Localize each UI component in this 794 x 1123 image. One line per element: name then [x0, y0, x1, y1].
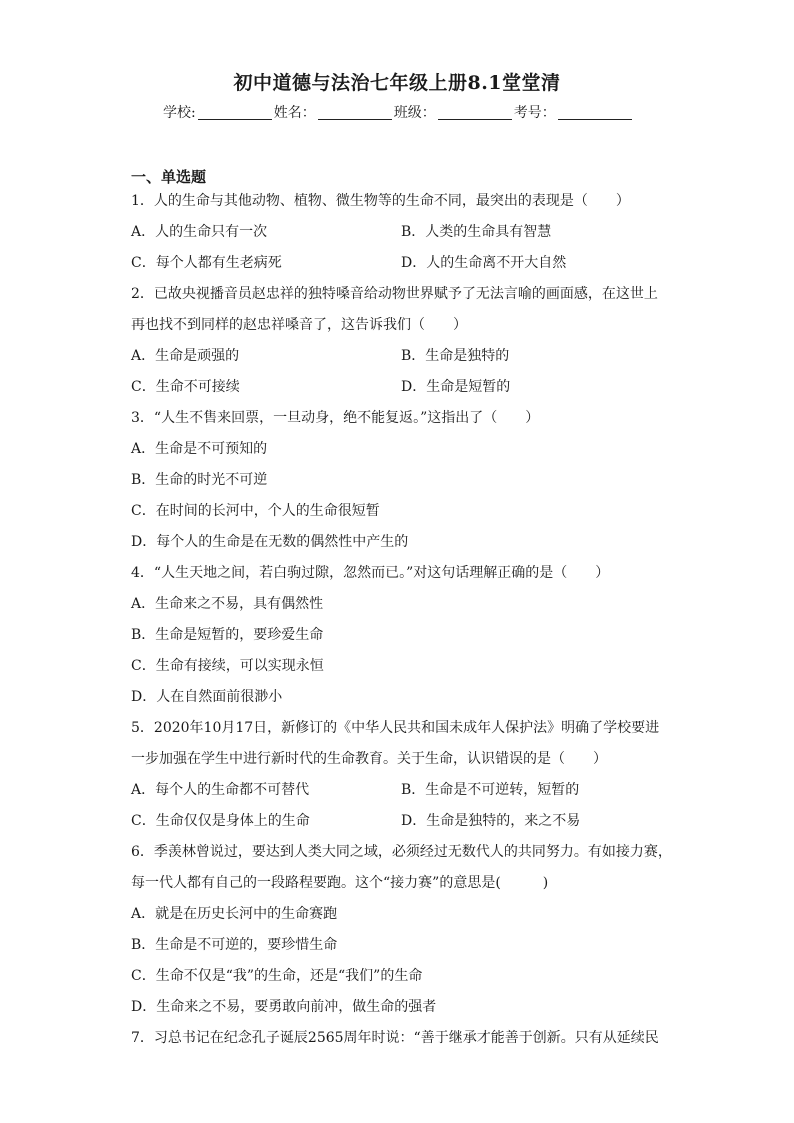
- question-3-stem: 3．“人生不售来回票，一旦动身，绝不能复返。”这指出了（ ）: [131, 410, 540, 426]
- name-field: [274, 102, 394, 122]
- question-1-stem: 1．人的生命与其他动物、植物、微生物等的生命不同，最突出的表现是（ ）: [131, 193, 630, 209]
- class-label: 班级：: [393, 105, 436, 121]
- exam-number-label: 考号：: [513, 105, 556, 121]
- question-3-option-a[interactable]: A．生命是不可预知的: [131, 441, 268, 457]
- question-2-stem-line-1: 2．已故央视播音员赵忠祥的独特嗓音给动物世界赋予了无法言喻的画面感，在这世上: [131, 286, 658, 302]
- student-info-row: [163, 102, 634, 122]
- question-2-options-row-2: [131, 372, 671, 403]
- question-4-stem: 4．“人生天地之间，若白驹过隙，忽然而已。”对这句话理解正确的是（ ）: [131, 565, 610, 581]
- question-4-option-b[interactable]: B．生命是短暂的，要珍爱生命: [131, 627, 324, 643]
- question-1-option-d[interactable]: D．人的生命离不开大自然: [401, 255, 567, 271]
- question-5-option-c[interactable]: C．生命仅仅是身体上的生命: [131, 813, 310, 829]
- question-4-option-a[interactable]: A．生命来之不易，具有偶然性: [131, 596, 324, 612]
- class-blank[interactable]: [438, 105, 512, 120]
- question-1-option-a[interactable]: A．人的生命只有一次: [131, 224, 268, 240]
- question-list: [131, 186, 671, 1054]
- question-2-option-c[interactable]: C．生命不可接续: [131, 379, 240, 395]
- school-blank[interactable]: [198, 105, 272, 120]
- question-5-options-row-2: [131, 806, 671, 837]
- question-5-options-row-1: [131, 775, 671, 806]
- question-7-stem-line-1: 7．习总书记在纪念孔子诞辰2565周年时说：“善于继承才能善于创新。只有从延续民: [131, 1030, 659, 1046]
- question-5-option-a[interactable]: A．每个人的生命都不可替代: [131, 782, 310, 798]
- question-5-stem-line-1: 5．2020年10月17日，新修订的《中华人民共和国未成年人保护法》明确了学校要进: [131, 720, 660, 736]
- school-label: 学校:: [163, 105, 196, 121]
- question-6-option-b[interactable]: B．生命是不可逆的，要珍惜生命: [131, 937, 338, 953]
- section-heading: 一、单选题: [131, 168, 207, 186]
- name-blank[interactable]: [318, 105, 392, 120]
- question-2-options-row-1: [131, 341, 671, 372]
- question-1-option-c[interactable]: C．每个人都有生老病死: [131, 255, 282, 271]
- question-5-stem-line-2: 一步加强在学生中进行新时代的生命教育。关于生命，认识错误的是（ ）: [131, 751, 607, 767]
- question-4-option-c[interactable]: C．生命有接续，可以实现永恒: [131, 658, 324, 674]
- class-field: [394, 102, 514, 122]
- question-5-option-d[interactable]: D．生命是独特的，来之不易: [401, 813, 581, 829]
- question-6-option-d[interactable]: D．生命来之不易，要勇敢向前冲，做生命的强者: [131, 999, 437, 1015]
- question-6-option-c[interactable]: C．生命不仅是“我”的生命，还是“我们”的生命: [131, 968, 423, 984]
- question-5-option-b[interactable]: B．生命是不可逆转，短暂的: [401, 782, 580, 798]
- school-field: [163, 102, 274, 122]
- question-6-stem-line-2: 每一代人都有自己的一段路程要跑。这个“接力赛”的意思是( ): [131, 875, 549, 891]
- name-label: 姓名：: [273, 105, 316, 121]
- exam-number-field: [514, 102, 634, 122]
- page-title: 初中道德与法治七年级上册8.1堂堂清: [233, 72, 561, 94]
- question-3-option-b[interactable]: B．生命的时光不可逆: [131, 472, 268, 488]
- question-2-option-a[interactable]: A．生命是顽强的: [131, 348, 240, 364]
- exam-number-blank[interactable]: [558, 105, 632, 120]
- question-3-option-d[interactable]: D．每个人的生命是在无数的偶然性中产生的: [131, 534, 409, 550]
- question-4-option-d[interactable]: D．人在自然面前很渺小: [131, 689, 283, 705]
- question-1-options-row-2: [131, 248, 671, 279]
- question-2-option-d[interactable]: D．生命是短暂的: [401, 379, 511, 395]
- question-6-stem-line-1: 6．季羡林曾说过，要达到人类大同之域，必须经过无数代人的共同努力。有如接力赛，: [131, 844, 672, 860]
- question-1-option-b[interactable]: B．人类的生命具有智慧: [401, 224, 552, 240]
- question-2-option-b[interactable]: B．生命是独特的: [401, 348, 510, 364]
- question-6-option-a[interactable]: A．就是在历史长河中的生命赛跑: [131, 906, 338, 922]
- question-3-option-c[interactable]: C．在时间的长河中，个人的生命很短暂: [131, 503, 380, 519]
- question-1-options-row-1: [131, 217, 671, 248]
- question-2-stem-line-2: 再也找不到同样的赵忠祥嗓音了，这告诉我们（ ）: [131, 317, 467, 333]
